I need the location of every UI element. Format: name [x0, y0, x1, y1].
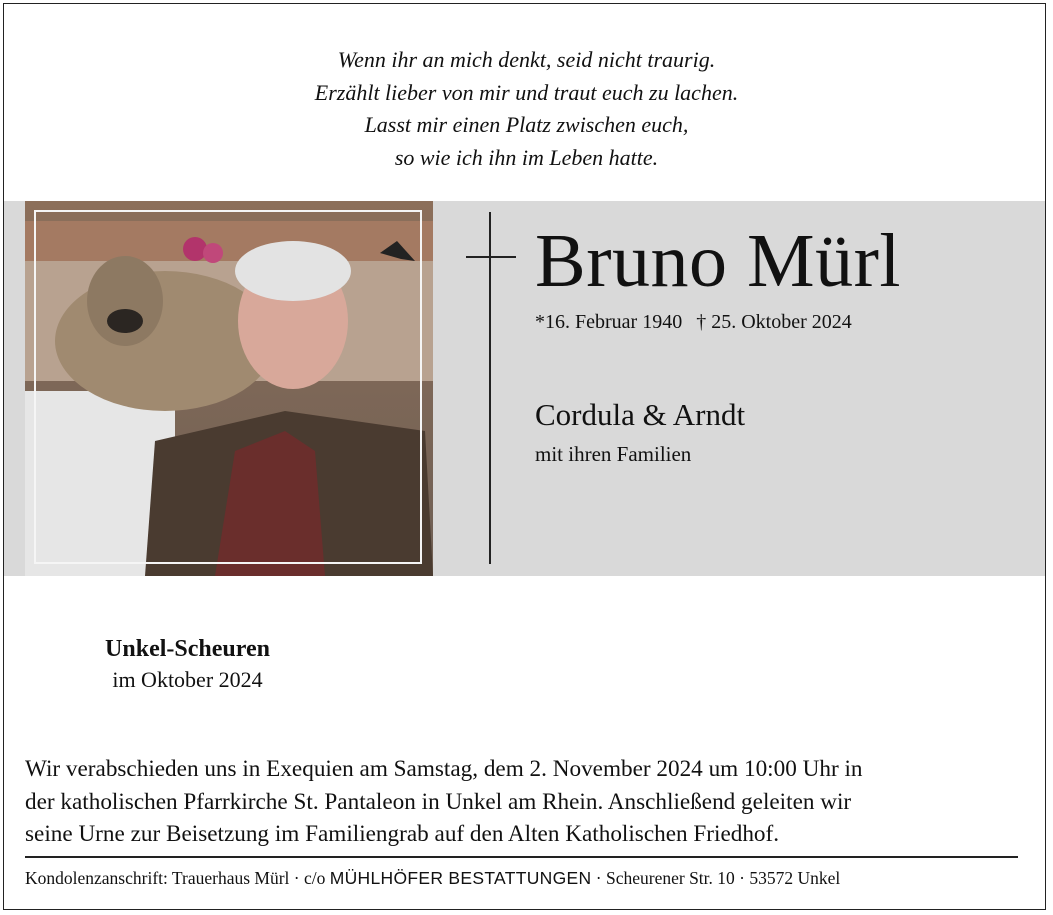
life-dates	[535, 309, 852, 335]
mourner-names: Cordula & Arndt	[535, 397, 746, 432]
cross-icon	[489, 212, 491, 564]
service-line: seine Urne zur Beisetzung im Familiengrab auf den Alten Katholischen Friedhof.	[25, 821, 780, 847]
service-line: der katholischen Pfarrkirche St. Pantaleon in Unkel am Rhein. Anschließend geleiten wir	[25, 788, 852, 815]
mourner-families: mit ihren Familien	[535, 442, 692, 466]
place-and-date	[40, 633, 335, 695]
address-suffix: · Scheurener Str. 10 · 53572 Unkel	[591, 868, 841, 888]
death-date: † 25. Oktober 2024	[696, 311, 852, 333]
service-line: Wir verabschieden uns in Exequien am Samstag, dem 2. November 2024 um 10:00 Uhr in	[25, 756, 863, 782]
cross-icon-bar	[466, 256, 516, 258]
poem	[0, 44, 1053, 174]
poem-line: Erzählt lieber von mir und traut euch zu lachen.	[314, 79, 739, 105]
place-name: Unkel-Scheuren	[105, 636, 270, 662]
poem-line: so wie ich ihn im Leben hatte.	[394, 144, 659, 170]
deceased-name: Bruno Mürl	[535, 219, 901, 303]
divider	[25, 856, 1018, 858]
photo-frame	[34, 210, 422, 564]
condolence-address	[25, 866, 1018, 890]
birth-date: *16. Februar 1940	[535, 311, 683, 333]
place-date: im Oktober 2024	[112, 667, 263, 692]
funeral-home-name: MÜHLHÖFER BESTATTUNGEN	[329, 868, 592, 888]
poem-line: Lasst mir einen Platz zwischen euch,	[364, 112, 689, 137]
poem-line: Wenn ihr an mich denkt, seid nicht traurig.	[337, 47, 716, 72]
service-announcement	[25, 753, 1025, 851]
address-prefix: Kondolenzanschrift: Trauerhaus Mürl · c/o	[25, 868, 330, 888]
